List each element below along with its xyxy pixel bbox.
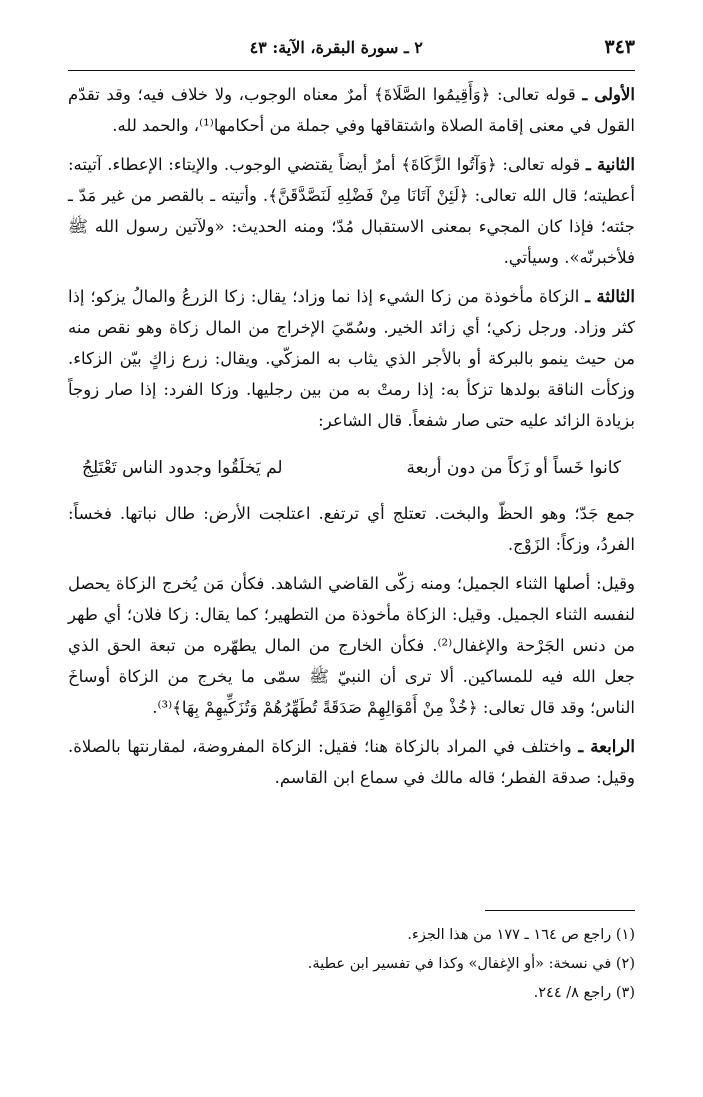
page-header — [68, 36, 635, 68]
paragraph-text: قوله تعالى: — [496, 155, 581, 174]
paragraph-fifth — [68, 568, 635, 723]
footnote-divider — [485, 910, 635, 911]
book-page — [68, 36, 635, 1067]
paragraph-label: الثانية ـ — [585, 155, 636, 174]
paragraph-third — [68, 281, 635, 436]
paragraph-sixth — [68, 731, 635, 793]
footnote: (٢) في نسخة: «أو الإغفال» وكذا في تفسير ابن عطية. — [307, 956, 635, 972]
paragraph-text: جمع جَدّ؛ وهو الحظّ والبخت. تعتلج أي ترتفع. اعتلجت الأرض: طال نباتها. فخساً: الفردُ، وزكاً: الزَوْج. — [68, 504, 635, 554]
paragraph-label: الرابعة ـ — [578, 737, 636, 756]
paragraph-text: وقيل: أصلها الثناء الجميل؛ ومنه زكّى القاضي الشاهد. فكأن مَن يُخرج الزكاة يحصل لنفسه الثناء الجميل. وقيل: الزكاة مأخوذة من التطهير؛ كما يقال: زكا فلان؛ أي طهر من دنس الجَرْحة والإغفال⁽²⁾. فكأن الخارج من المال يطهّره من تبعة الحق الذي جعل الله فيه للمساكين. ألا ترى أن النبيّ ﷺ سمّى ما يخرج من الزكاة أوساخَ الناس؛ وقد قال تعالى: — [68, 574, 635, 717]
poetry-verse — [82, 452, 621, 484]
paragraph-second — [68, 149, 635, 273]
paragraph-label: الثالثة ـ — [585, 287, 635, 306]
quran-verse: ﴿خُذْ مِنْ أَمْوَالِهِمْ صَدَقَةً تُطَهِّرُهُمْ وَتُزَكِّيهِمْ بِهَا﴾ — [172, 698, 478, 717]
running-title: ٢ ـ سورة البقرة، الآية: ٤٣ — [249, 38, 423, 57]
footnote: (٣) راجع ٨/ ٢٤٤. — [533, 985, 635, 1001]
page-number: ٣٤٣ — [604, 36, 635, 58]
paragraph-text: أمرٌ أيضاً يقتضي الوجوب. والإيتاء: الإعطاء. آتيته: أعطيته؛ قال الله تعالى: — [68, 155, 635, 205]
paragraph-text: قوله تعالى: — [490, 85, 576, 104]
paragraph-label: الأولى ـ — [582, 85, 636, 104]
paragraph-text: . وأتيته ـ بالقصر من غير مَدّ ـ جئته؛ فإذا كان المجيء بمعنى الاستقبال مُدّ؛ ومنه الحديث: «ولآتين رسول الله ﷺ فلأخبرنّه». وسيأتي. — [68, 186, 635, 267]
quran-verse: ﴿وَأَقِيمُوا الصَّلَاةَ﴾ — [374, 85, 491, 104]
paragraph-text: أمرٌ معناه الوجوب، ولا خلاف فيه؛ وقد تقدّم القول في معنى إقامة الصلاة واشتقاقها وفي جملة من أحكامها⁽¹⁾، والحمد لله. — [68, 85, 635, 135]
paragraph-first — [68, 79, 635, 141]
quran-verse: ﴿وَآتُوا الزَّكَاةَ﴾ — [401, 155, 497, 174]
paragraph-text: الزكاة مأخوذة من زكا الشيء إذا نما وزاد؛ يقال: زكا الزرعُ والمالُ يزكو؛ إذا كثر وزاد. ورجل زكي؛ أي زائد الخير. وسُمّيَ الإخراج من المال زكاة وهو نقص منه من حيث ينمو بالبركة أو بالأجر الذي يثاب به المزكّي. ويقال: زرع زاكٍ بيّن الزكاء. وزكأت الناقة بولدها تزكأ به: إذا رمتْ به من بين رجليها. وزكا الفرد: إذا صار زوجاً بزيادة الزائد عليه حتى صار شفعاً. قال الشاعر: — [68, 287, 635, 430]
footnote: (١) راجع ص ١٦٤ ـ ١٧٧ من هذا الجزء. — [407, 927, 635, 943]
poem-hemistich-left: لم يَخلَقُوا وجدود الناس تَعْتَلِجُ — [82, 458, 283, 478]
paragraph-fourth — [68, 498, 635, 560]
poem-hemistich-right: كانوا خَساً أو زَكاً من دون أربعة — [406, 458, 621, 478]
footnote-ref: ⁽³⁾. — [152, 698, 173, 717]
header-divider — [68, 70, 635, 71]
paragraph-text: واختلف في المراد بالزكاة هنا؛ فقيل: الزكاة المفروضة، لمقارنتها بالصلاة. وقيل: صدقة الفطر؛ قاله مالك في سماع ابن القاسم. — [68, 737, 635, 787]
footnotes — [68, 910, 635, 1008]
quran-verse: ﴿لَئِنْ آتَانَا مِنْ فَضْلِهِ لَنَصَّدَّقَنَّ﴾ — [268, 186, 469, 205]
